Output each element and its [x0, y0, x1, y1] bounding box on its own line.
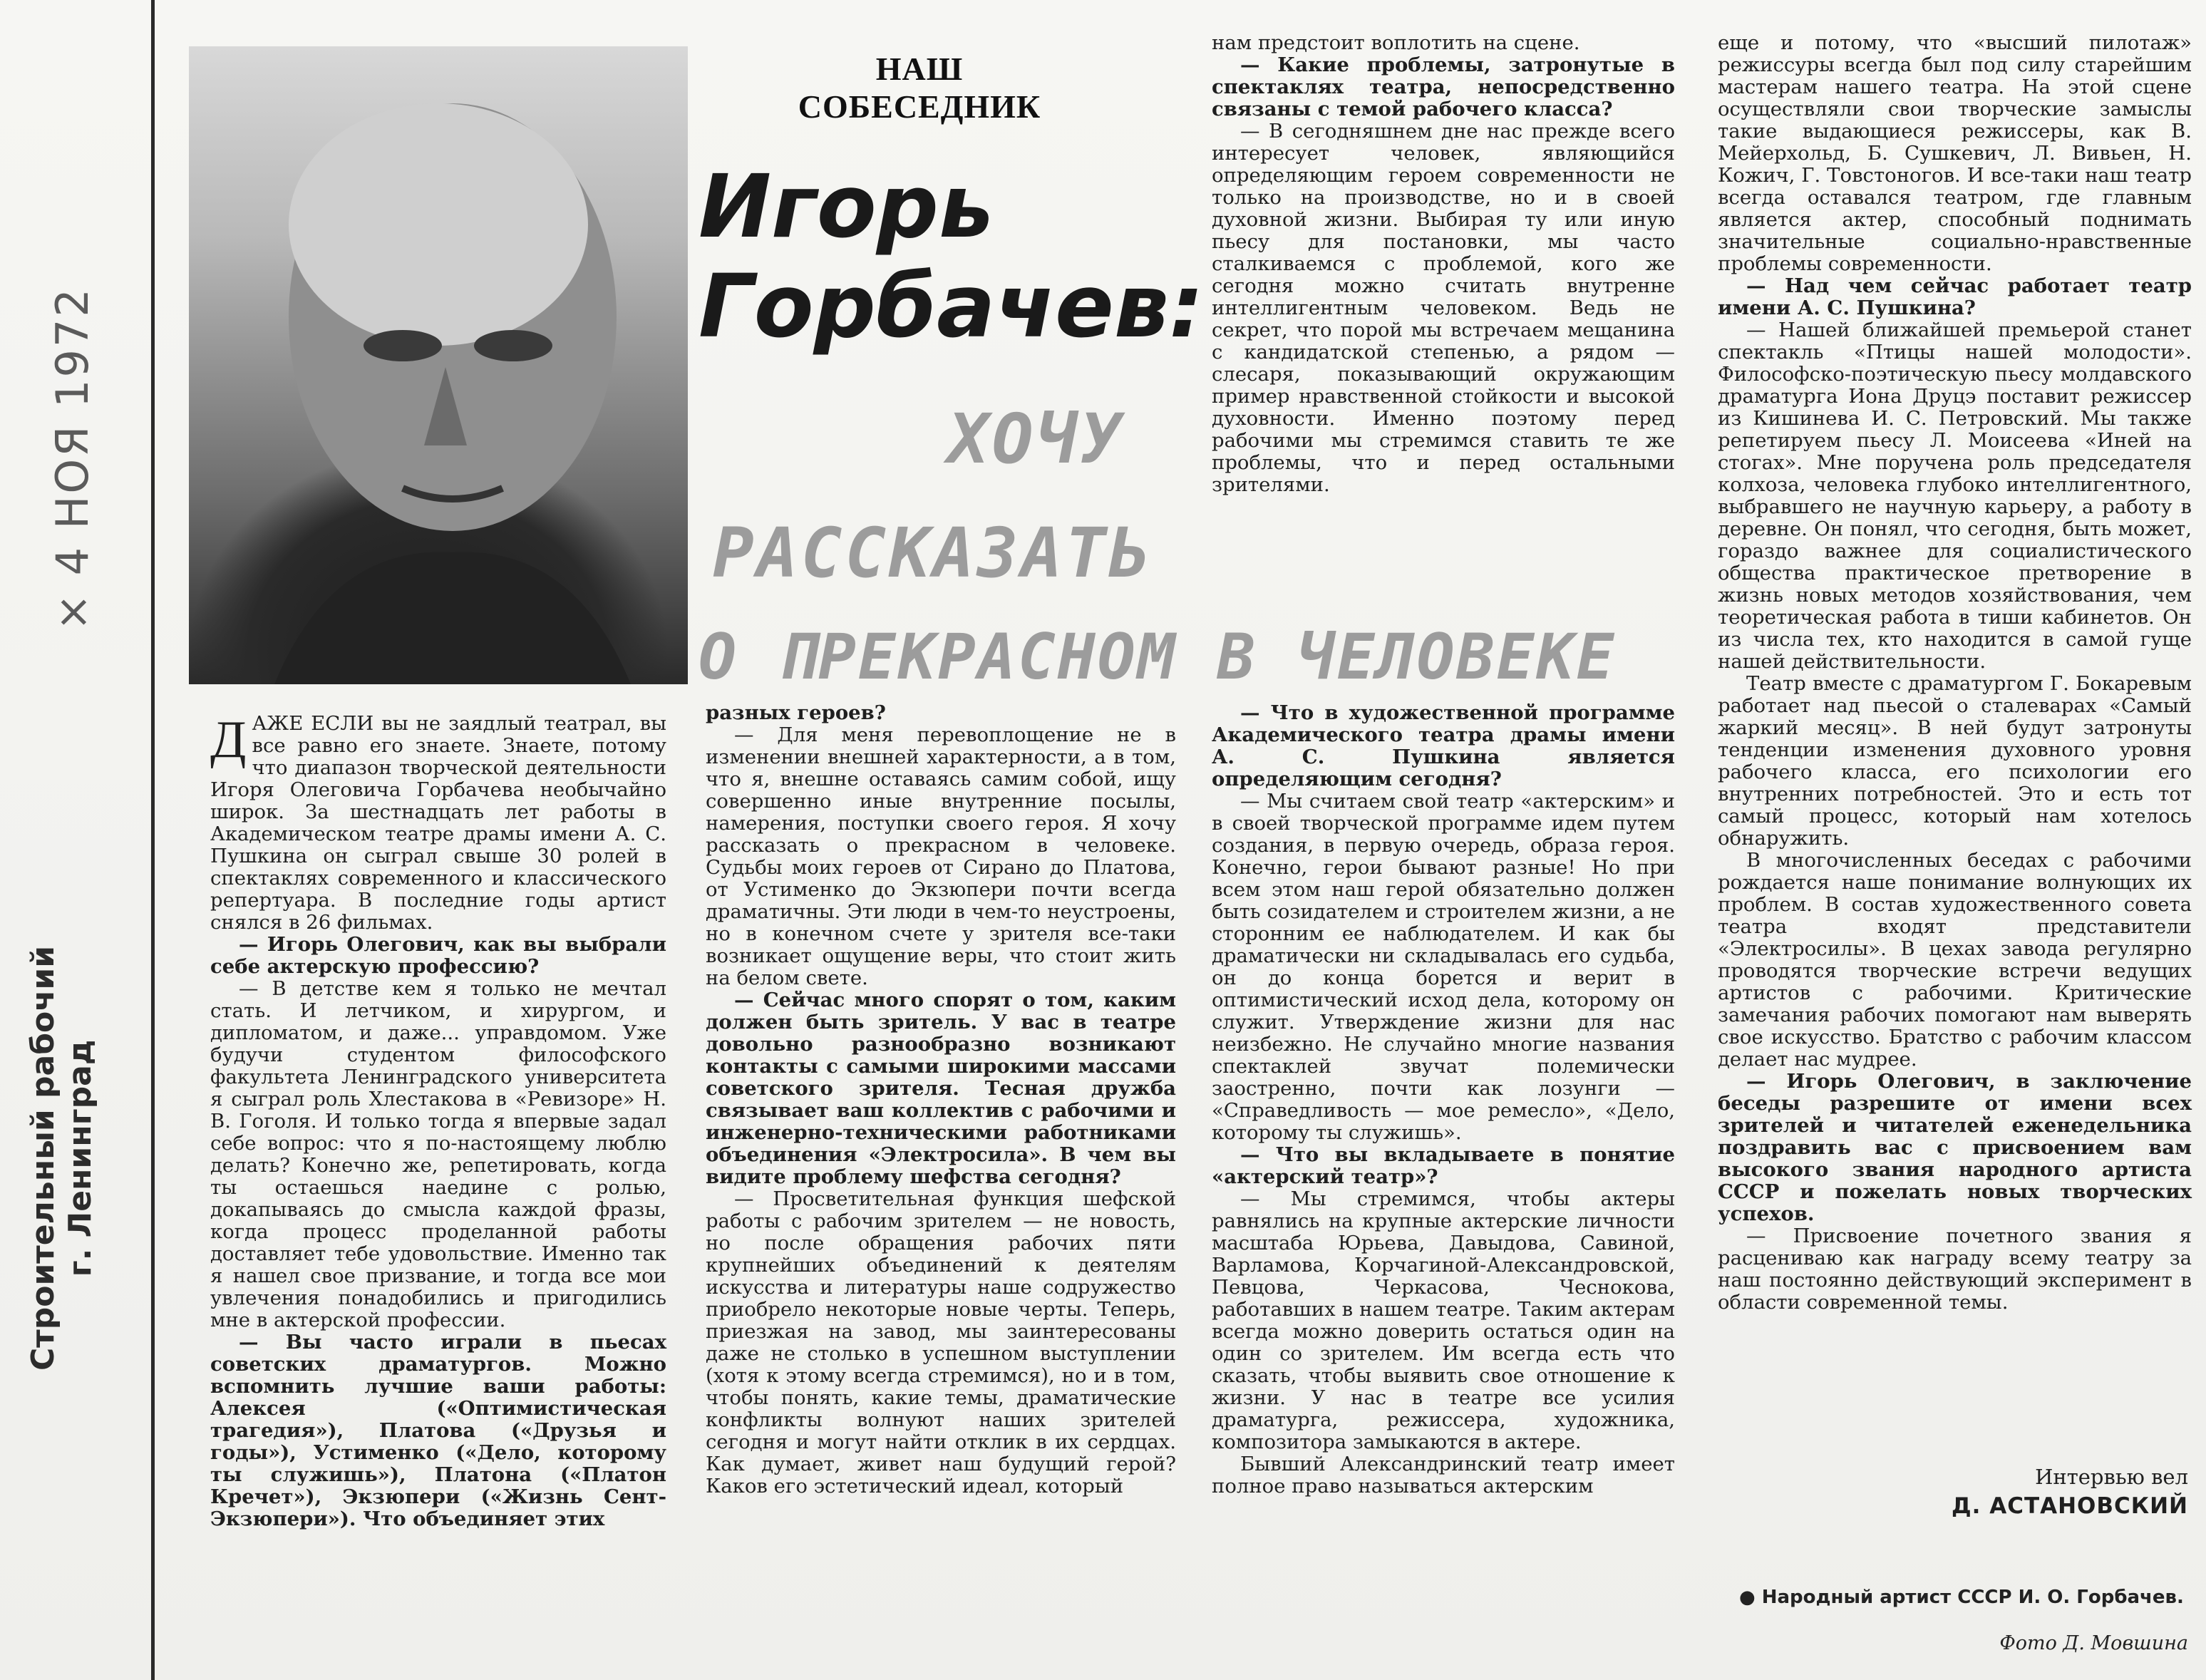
interview-credit: Интервью вел [2035, 1465, 2188, 1489]
question-9: — Игорь Олегович, в заключение беседы разрешите от имени всех зрителей и читателей еженедельника поздравить вас с присвоением вам высокого звания народного артиста СССР и пожелать новых творческих успехов. [1718, 1070, 2192, 1225]
page-fold-line [151, 0, 155, 1680]
headline-about: О ПРЕКРАСНОМ В ЧЕЛОВЕКЕ [699, 620, 1617, 694]
author-name: Д. АСТАНОВСКИЙ [1952, 1493, 2188, 1519]
answer-3: — Просветительная функция шефской работы с рабочим зрителем — не новость, но после обращения рабочих пяти крупнейших объединений к деятелям искусства и литературы наше содружество приобрело некоторые новые черты. Теперь, приезжая на завод, мы заинтересованы даже не столько в успешном выступлении (хотя к этому всегда стремимся), но и в том, чтобы понять, какие темы, драматические конфликты волнуют наших зрителей сегодня и могут найти отклик в их сердцах. Как думает, живет наш будущий герой? Каков его эстетический идеал, который [706, 1187, 1176, 1498]
headline-tell: РАССКАЗАТЬ [713, 513, 1153, 593]
headline-name-line1: Игорь [699, 156, 994, 257]
question-5: — Что в художественной программе Академического театра драмы имени А. С. Пушкина является определяющим сегодня? [1212, 701, 1675, 790]
column-1 [210, 713, 666, 1668]
answer-7: еще и потому, что «высший пилотаж» режиссуры всегда был под силу старейшим мастерам нашего театра. На этой сцене осуществляли свои творческие замыслы такие выдающиеся режиссеры, как В. Мейерхольд, Б. Сушкевич, Л. Вивьен, Н. Кожич, Г. Товстоногов. И все-таки наш театр всегда оставался театром, где главным является актер, способный поднимать значительные социально-нравственные проблемы современности. [1718, 31, 2192, 275]
question-2-end: разных героев? [706, 701, 886, 724]
question-1: — Игорь Олегович, как вы выбрали себе актерскую профессию? [210, 933, 666, 978]
column-2 [706, 702, 1176, 1668]
portrait-icon [189, 46, 688, 684]
answer-1: — В детстве кем я только не мечтал стать. И летчиком, и хирургом, и дипломатом, и даже... управдомом. Уже будучи студентом философского факультета Ленинградского университета я сыграл роль Хлестакова в «Ревизоре» Н. В. Гоголя. И только тогда я впервые задал себе вопрос: что я по-настоящему люблю делать? Конечно же, репетировать, когда ты остаешься наедине с ролью, докапываясь до смысла каждой фразы, когда процесс проделанной работы доставляет тебе удовольствие. Именно так я нашел свое призвание, и тогда все мои увлечения понадобились и пригодились мне в актерской профессии. [210, 977, 666, 1331]
answer-9: — Присвоение почетного звания я расцениваю как награду всему театру за наш постоянно действующий эксперимент в области современной темы. [1718, 1225, 2192, 1314]
photo-caption: ● Народный артист СССР И. О. Горбачев. [1739, 1587, 2184, 1608]
headline-want: ХОЧУ [948, 399, 1125, 479]
intro-paragraph: ДАЖЕ ЕСЛИ вы не заядлый театрал, вы все равно его знаете. Знаете, потому что диапазон творческой деятельности Игоря Олеговича Горбачева необычайно широк. За шестнадцать лет работы в Академическом театре драмы имени А. С. Пушкина он сыграл свыше 30 ролей в спектаклях современного и классического репертуара. В последние годы артист снялся в 26 фильмах. [210, 711, 666, 934]
answer-5: — Мы считаем свой театр «актерским» и в своей творческой программе идем путем создания, в первую очередь, образа героя. Конечно, герои бывают разные! Но при всем этом наш герой обязательно должен быть созидателем и строителем жизни, а не сторонним ее наблюдателем. И как бы драматически ни складывалась его судьба, он до конца борется и верит в оптимистический исход дела, которому он служит. Утверждение жизни для нас неизбежно. Не случайно многие названия спектаклей звучат полемически заостренно, почти как лозунги — «Справедливость — мое ремесло», «Дело, которому ты служишь». [1212, 790, 1675, 1144]
headline-name-line2: Горбачев: [699, 256, 1204, 357]
answer-8: — Нашей ближайшей премьерой станет спектакль «Птицы нашей молодости». Философско-поэтическую пьесу молдавского драматурга Иона Друцэ поставит режиссер из Кишинева И. С. Петровский. Мы также репетируем пьесу Л. Моисеева «Иней на стогах». Мне поручена роль председателя колхоза, человека глубоко интеллигентного, выбравшего не научную карьеру, а работу в деревне. Он понял, что сегодня, быть может, гораздо важнее для социалистического общества практическое претворение в жизнь новых методов хозяйствования, чем теоретическая работа в тиши кабинетов. Он из числа тех, кто находится в самой гуще нашей действительности. [1718, 319, 2192, 673]
date-stamp-text: × 4 НОЯ 1972 [46, 287, 98, 631]
source-line2: г. Ленинград [62, 1039, 98, 1277]
headline-name [699, 156, 1204, 371]
answer-2: — Для меня перевоплощение не в изменении внешней характерности, а в том, что я, внешне оставаясь самим собой, ищу совершенно иные внутренние посылы, намерения, поступки своего героя. Я хочу рассказать о прекрасном в человеке. Судьбы моих героев от Сирано до Платова, от Устименко до Экзюпери почти всегда драматичны. Эти люди в чем-то неустроены, но в конечном счете у зрителя все-таки возникает ощущение веры, что стоит жить на белом свете. [706, 723, 1176, 989]
answer-3-end: нам предстоит воплотить на сцене. [1212, 31, 1580, 54]
column-4 [1718, 32, 2192, 1458]
column-3-top [1212, 32, 1675, 560]
source-stamp [21, 945, 107, 1371]
question-8: — Над чем сейчас работает театр имени А. С. Пушкина? [1718, 274, 2192, 319]
section-kicker: НАШ СОБЕСЕДНИК [798, 51, 1041, 125]
answer-6b: Бывший Александринский театр имеет полное право называться актерским [1212, 1453, 1675, 1498]
column-3-bottom [1212, 702, 1675, 1668]
photo-credit: Фото Д. Мовшина [1999, 1632, 2188, 1654]
source-line1: Строительный рабочий [25, 945, 61, 1371]
portrait-photo [189, 46, 688, 684]
answer-4: — В сегодняшнем дне нас прежде всего интересует человек, являющийся определяющим героем современности не только на производстве, но и в своей духовной жизни. Выбирая ту или иную пьесу для постановки, мы часто сталкиваемся с проблемой, кого же сегодня можно считать внутренне интеллигентным человеком. Ведь не секрет, что порой мы встречаем мещанина с кандидатской степенью, а рядом — слесаря, показывающий окружающим пример нравственной стойкости и высокой духовности. Именно поэтому перед рабочими мы стремимся ставить те же проблемы, что и перед остальными зрителями. [1212, 120, 1675, 496]
answer-6: — Мы стремимся, чтобы актеры равнялись на крупные актерские личности масштаба Юрьева, Давыдова, Савиной, Варламова, Корчагиной-Александровской, Певцова, Черкасова, Чеснокова, работавших в нашем театре. Таким актерам всегда можно доверить остаться один на один со зрителем. Им всегда есть что сказать, чтобы выявить свое отношение к жизни. У нас в театре все усилия драматурга, режиссера, художника, композитора замыкаются в актере. [1212, 1187, 1675, 1453]
source-text [25, 944, 103, 1372]
question-6: — Что вы вкладываете в понятие «актерский театр»? [1212, 1143, 1675, 1188]
question-4: — Какие проблемы, затронутые в спектаклях театра, непосредственно связаны с темой рабочего класса? [1212, 53, 1675, 120]
question-3: — Сейчас много спорят о том, каким должен быть зритель. У вас в театре довольно разнообразно возникают контакты с самыми широкими массами советского зрителя. Тесная дружба связывает ваш коллектив с рабочими и инженерно-техническими работниками объединения «Электросила». В чем вы видите проблему шефства сегодня? [706, 989, 1176, 1188]
question-2: — Вы часто играли в пьесах советских драматургов. Можно вспомнить лучшие ваши работы: Алексея («Оптимистическая трагедия»), Платова («Друзья и годы»), Устименко («Дело, которому ты служишь»), Платона («Платон Кречет»), Экзюпери («Жизнь Сент-Экзюпери»). Что объединяет этих [210, 1331, 666, 1530]
answer-8b: Театр вместе с драматургом Г. Бокаревым работает над пьесой о сталеварах «Самый жаркий месяц». В ней будут затронуты тенденции изменения духовного уровня рабочего класса, его психологии его внутренних потребностей. Это и есть тот самый процесс, который нам хотелось обнаружить. [1718, 672, 2192, 850]
date-stamp [14, 287, 114, 631]
drop-cap: Д [210, 711, 247, 769]
answer-8c: В многочисленных беседах с рабочими рождается наше понимание волнующих их проблем. В состав художественного совета театра входят представители «Электросилы». В цехах завода регулярно проводятся творческие встречи ведущих артистов с рабочими. Критические замечания рабочих помогают нам выверять свое искусство. Братство с рабочим классом делает нас мудрее. [1718, 849, 2192, 1071]
